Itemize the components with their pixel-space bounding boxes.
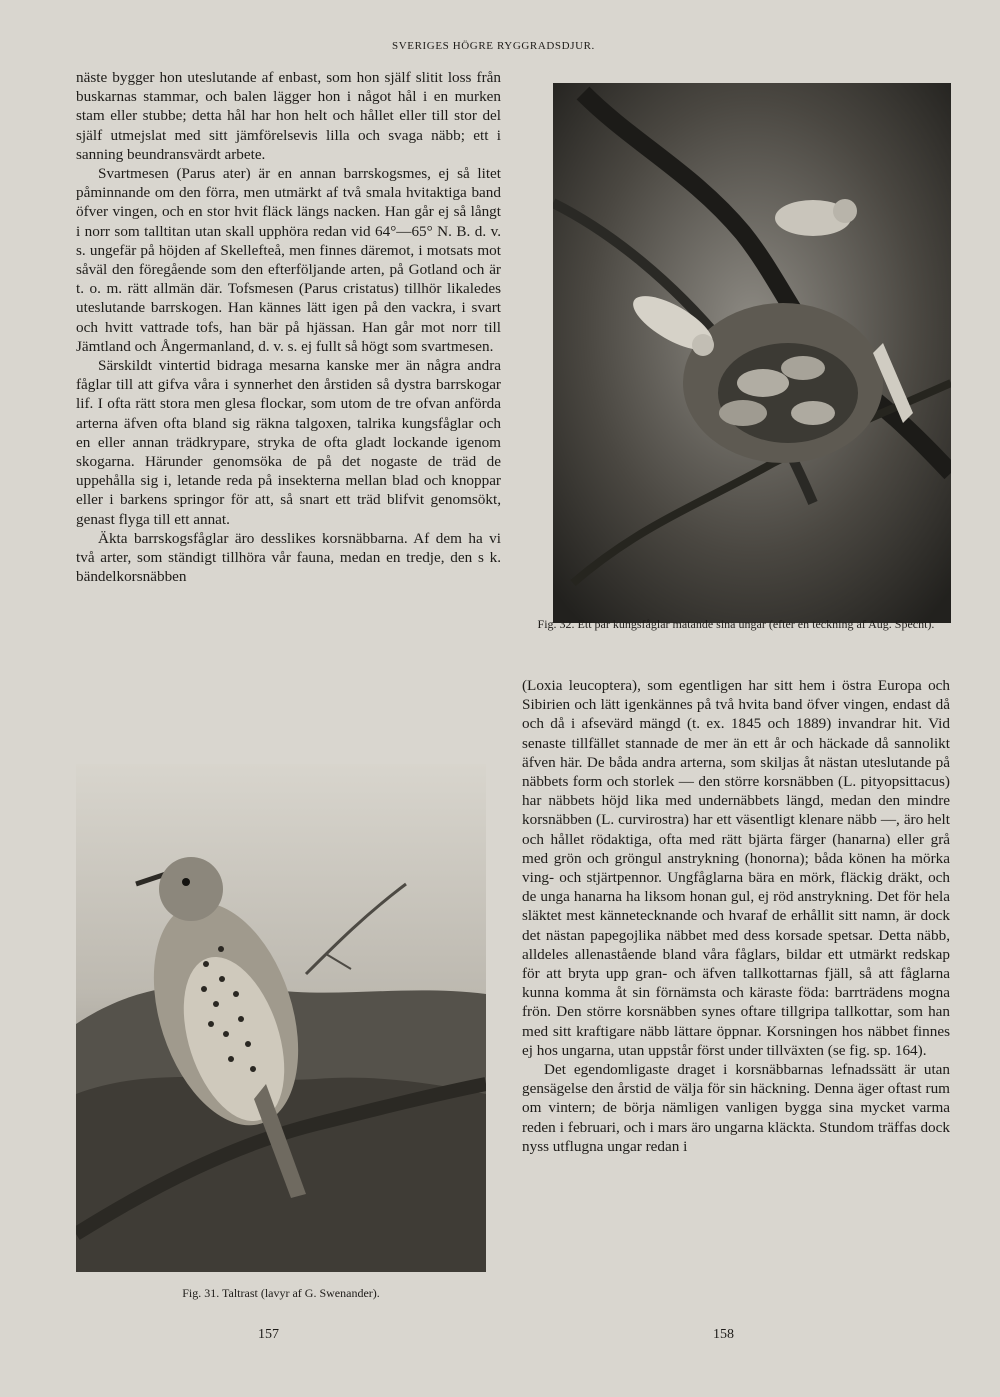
left-paragraph-4: Äkta barrskogsfåglar äro desslikes korsnäbbarna. Af dem ha vi två arter, som ständigt tillhöra vår fauna, medan en tredje, den s k. bändelkorsnäbben	[76, 529, 501, 586]
left-column	[76, 68, 501, 586]
figure-31-caption: Fig. 31. Taltrast (lavyr af G. Swenander).	[182, 1286, 380, 1300]
figure-32-caption: Fig. 32. Ett par kungsfåglar matande sina ungar (efter en teckning af Aug. Specht).	[537, 617, 935, 631]
right-paragraph-2: Det egendomligaste draget i korsnäbbarnas lefnadssätt är utan gensägelse den årstid de välja för sin häckning. Denna äger oftast rum om vintern; de börja nämligen vanligen bygga sina mycket varma reden i februari, och i mars äro ungarna kläckta. Stundom träffas dock nyss utflugna ungar redan i	[522, 1061, 950, 1155]
running-header: SVERIGES HÖGRE RYGGRADSDJUR.	[392, 40, 595, 52]
thrush-illustration	[76, 764, 486, 1272]
left-paragraph-1: näste bygger hon uteslutande af enbast, som hon själf slitit loss från buskarnas stammar, och balen lägger hon i något hål i en murken stam eller stubbe; detta hål har hon helt och hållet eller till stor del själf utmejslat med sitt jämförelsevis lilla och svaga näbb; ett i sanning beundransvärdt arbete.	[76, 69, 501, 163]
right-column	[522, 676, 950, 1156]
kinglet-engraving	[553, 83, 951, 623]
right-paragraph-1: (Loxia leucoptera), som egentligen har sitt hem i östra Europa och Sibirien och lätt igenkännes på två hvita band öfver vingen, endast då och då i afsevärd mängd (t. ex. 1845 och 1889) invandrar hit. Vid senaste tillfället stannade de mer än ett år och häckade då sannolikt äfven här. De båda andra arterna, som skiljas åt nästan uteslutande på näbbets form och storlek — den större korsnäbben (L. pityopsittacus) har näbbets höjd lika med undernäbbets längd, medan den mindre korsnäbben (L. curvirostra) har ett väsentligt klenare näbb —, äro helt och hållet rödaktiga, ofta med rätt bjärta färger (hanarna) eller grå med grön och gröngul anstrykning (honorna); båda könen ha mörka ving- och stjärtpennor. Ungfåglarna bära en mörk, fläckig dräkt, och de unga hanarna ha liksom honan gul, ej röd anstrykning. Det för hela släktet mest kännetecknande och hvaraf de erhållit sitt namn, är dock det nästan papegojlika näbbet med dess korsade spetsar. Detta näbb, alldeles allenastående bland våra fåglars, bildar ett utmärkt redskap för att bryta upp gran- och äfven tallkottarnas fjäll, så att fåglarna kunna komma åt sin förnämsta och käraste föda: barrträdens mogna frön. Den större korsnäbben synes oftare tillgripa tallkottar, som han med sitt kraftigare näbb lättare öppnar. Korsningen hos näbbet finnes ej hos ungarna, utan uppstår först under tillväxten (se fig. sp. 164).	[522, 677, 950, 1059]
left-paragraph-3: Särskildt vintertid bidraga mesarna kanske mer än några andra fåglar till att gifva våra i synnerhet den årstiden så dystra barrskogar lif. I ofta rätt stora men glesa flockar, som utom de tre ofvan anförda arterna äfven ofta bland sig räkna talgoxen, talrika kungsfåglar och en eller annan trädkrypare, stryka de ofta gladt lockande igenom skogarna. Härunder genomsöka de på det nogaste de träd de uppehålla sig i, letande reda på insekterna mellan blad och knoppar eller i barkens springor för att, så snart ett träd blifvit genomsökt, genast flyga till ett annat.	[76, 357, 501, 528]
left-paragraph-2: Svartmesen (Parus ater) är en annan barrskogsmes, ej så litet påminnande om den förra, men utmärkt af två smala hvitaktiga band öfver vingen, och en stor hvit fläck längs nacken. Han går ej så långt i norr som talltitan utan skall upphöra redan vid 64°—65° N. B. d. v. s. ungefär på höjden af Skellefteå, men finnes däremot, i motsats mot såväl den föregående som den efterföljande arten, på Gotland och är t. o. m. rätt allmän där. Tofsmesen (Parus cristatus) tillhör likaledes uteslutande barrskogen. Han kännes lätt igen på den vackra, i svart och hvitt vattrade tofs, han bär på hjässan. Han går mot norr till Jämtland och Ångermanland, d. v. s. ej fullt så högt som svartmesen.	[76, 165, 501, 355]
kinglet-nest-illustration	[553, 83, 951, 623]
page-number-left: 157	[258, 1327, 279, 1342]
page-number-right: 158	[713, 1327, 734, 1342]
thrush-engraving	[76, 764, 486, 1272]
